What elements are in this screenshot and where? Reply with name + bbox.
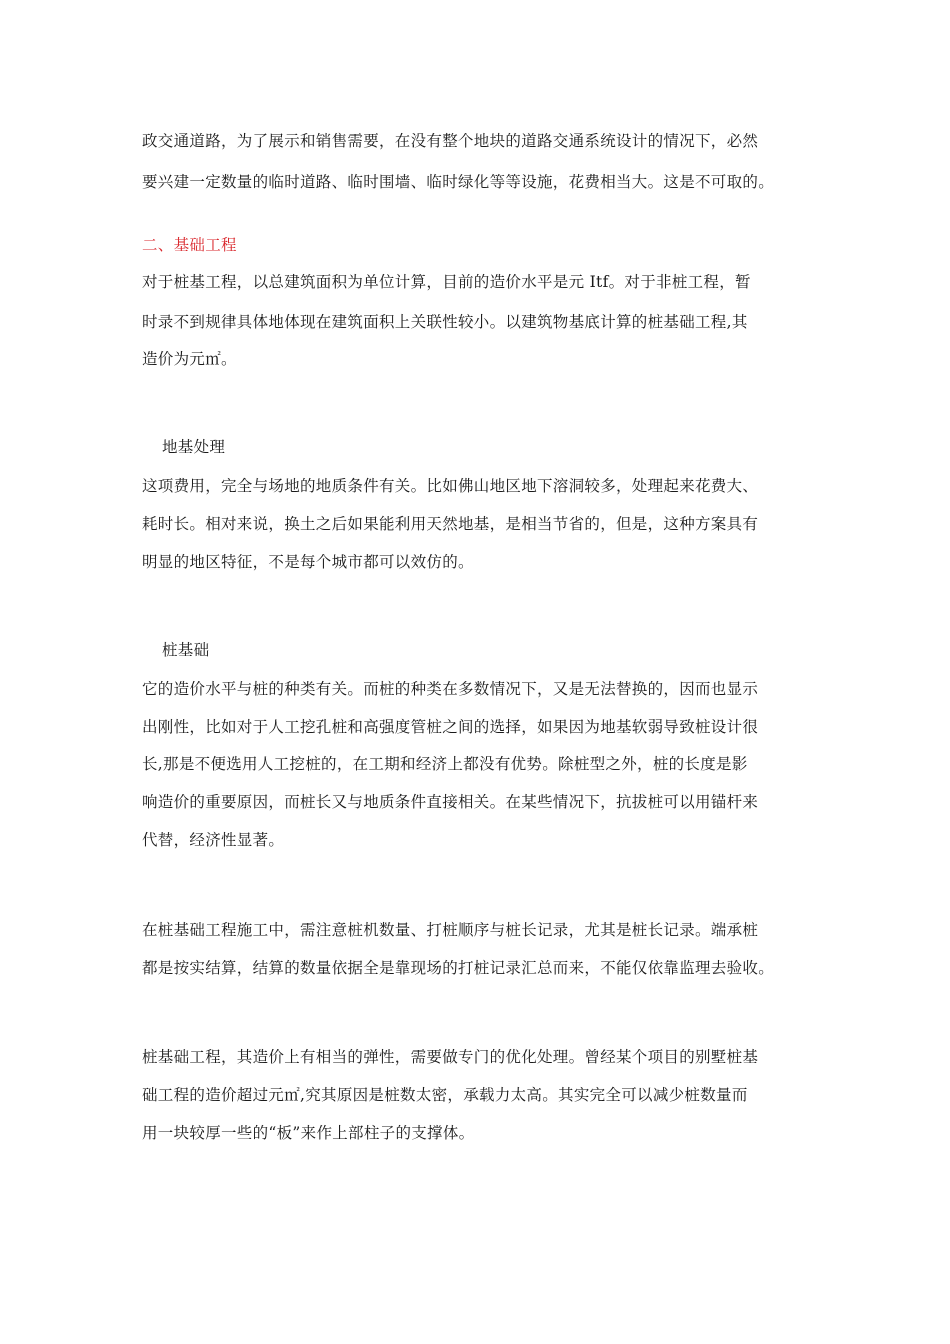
pile-line-2: 出刚性，比如对于人工挖孔桩和高强度管桩之间的选择，如果因为地基软弱导致桩设计很 xyxy=(142,718,759,736)
pile-line-3: 长,那是不便选用人工挖桩的，在工期和经济上都没有优势。除桩型之外，桩的长度是影 xyxy=(142,755,748,773)
section2-line-1: 对于桩基工程，以总建筑面积为单位计算，目前的造价水平是元 Itf。对于非桩工程，暂 xyxy=(142,273,751,291)
optimization-line-2: 础工程的造价超过元㎡,究其原因是桩数太密，承载力太高。其实完全可以减少桩数量而 xyxy=(142,1086,748,1104)
pile-line-1: 它的造价水平与桩的种类有关。而桩的种类在多数情况下，又是无法替换的，因而也显示 xyxy=(142,680,759,698)
construction-line-1: 在桩基础工程施工中，需注意桩机数量、打桩顺序与桩长记录，尤其是桩长记录。端承桩 xyxy=(142,921,759,939)
subheading-pile-foundation: 桩基础 xyxy=(162,641,210,659)
intro-line-1: 政交通道路，为了展示和销售需要，在没有整个地块的道路交通系统设计的情况下，必然 xyxy=(142,132,759,150)
pile-line-5: 代替，经济性显著。 xyxy=(142,831,285,849)
foundation-line-3: 明显的地区特征，不是每个城市都可以效仿的。 xyxy=(142,553,474,571)
section2-line-2: 时录不到规律具体地体现在建筑面积上关联性较小。以建筑物基底计算的桩基础工程,其 xyxy=(142,313,748,331)
optimization-line-1: 桩基础工程，其造价上有相当的弹性，需要做专门的优化处理。曾经某个项目的别墅桩基 xyxy=(142,1048,759,1066)
construction-line-2: 都是按实结算，结算的数量依据全是靠现场的打桩记录汇总而来，不能仅依靠监理去验收。 xyxy=(142,959,775,977)
intro-line-2: 要兴建一定数量的临时道路、临时围墙、临时绿化等等设施，花费相当大。这是不可取的。 xyxy=(142,173,775,191)
optimization-line-3: 用一块较厚一些的“板”来作上部柱子的支撑体。 xyxy=(142,1124,475,1142)
section2-line-3: 造价为元㎡。 xyxy=(142,350,237,368)
subheading-foundation-treatment: 地基处理 xyxy=(162,438,226,456)
foundation-line-1: 这项费用，完全与场地的地质条件有关。比如佛山地区地下溶洞较多，处理起来花费大、 xyxy=(142,477,759,495)
section-heading-foundation-engineering: 二、基础工程 xyxy=(142,236,237,254)
foundation-line-2: 耗时长。相对来说，换土之后如果能利用天然地基，是相当节省的，但是，这种方案具有 xyxy=(142,515,759,533)
pile-line-4: 响造价的重要原因，而桩长又与地质条件直接相关。在某些情况下，抗拔桩可以用锚杆来 xyxy=(142,793,759,811)
